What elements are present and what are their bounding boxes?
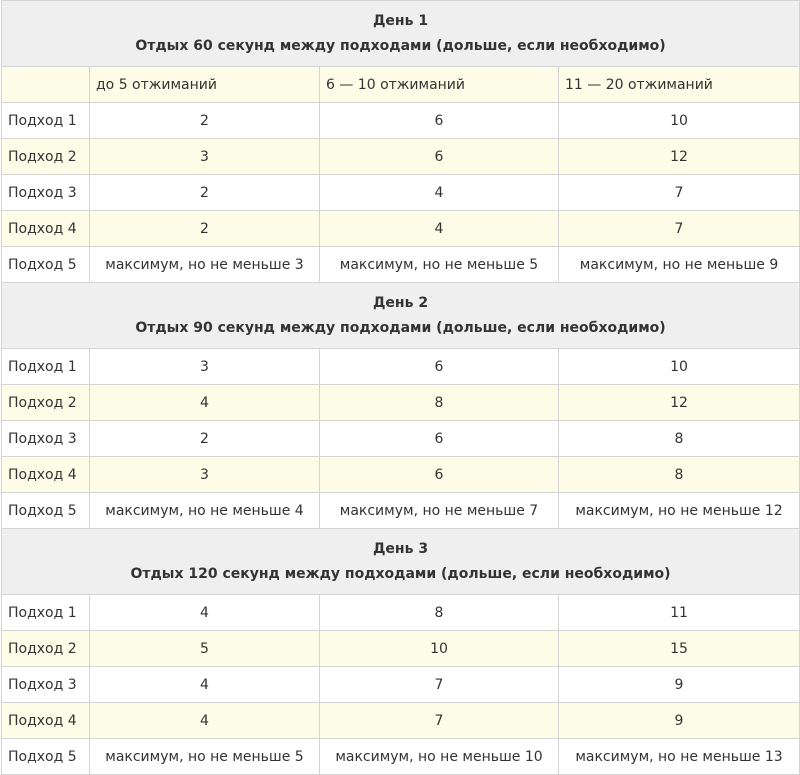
day-title: День 3 [372,541,429,557]
reps-cell: 6 [320,103,559,139]
reps-cell: 7 [559,211,800,247]
column-header-row [2,67,800,103]
day-header-row [2,529,800,595]
reps-cell: 4 [90,595,320,631]
column-header: 6 — 10 отжиманий [320,67,559,103]
table-row [2,457,800,493]
reps-cell: 3 [90,457,320,493]
reps-cell: 6 [320,349,559,385]
set-label: Подход 1 [2,595,90,631]
reps-cell: 7 [320,703,559,739]
reps-cell: 2 [90,175,320,211]
reps-cell: 5 [90,631,320,667]
reps-cell: максимум, но не меньше 4 [90,493,320,529]
reps-cell: 10 [559,103,800,139]
table-row [2,631,800,667]
reps-cell: 8 [320,595,559,631]
table-row [2,739,800,775]
table-row [2,385,800,421]
reps-cell: 11 [559,595,800,631]
reps-cell: 10 [320,631,559,667]
reps-cell: 9 [559,703,800,739]
day-header [2,283,800,349]
reps-cell: 7 [559,175,800,211]
reps-cell: 6 [320,457,559,493]
reps-cell: 15 [559,631,800,667]
rest-note: Отдых 60 секунд между подходами (дольше, если необходимо) [135,38,666,54]
set-label: Подход 5 [2,247,90,283]
reps-cell: 3 [90,139,320,175]
set-label: Подход 2 [2,631,90,667]
reps-cell: 12 [559,139,800,175]
day-header [2,529,800,595]
set-label: Подход 1 [2,349,90,385]
column-header [2,67,90,103]
set-label: Подход 5 [2,739,90,775]
set-label: Подход 5 [2,493,90,529]
table-row [2,703,800,739]
table-row [2,667,800,703]
reps-cell: 8 [559,421,800,457]
table-row [2,493,800,529]
table-row [2,247,800,283]
set-label: Подход 3 [2,175,90,211]
reps-cell: 4 [90,667,320,703]
reps-cell: 12 [559,385,800,421]
table-row [2,349,800,385]
reps-cell: максимум, но не меньше 7 [320,493,559,529]
reps-cell: максимум, но не меньше 12 [559,493,800,529]
reps-cell: 10 [559,349,800,385]
reps-cell: 7 [320,667,559,703]
reps-cell: 4 [320,211,559,247]
column-header: 11 — 20 отжиманий [559,67,800,103]
table-row [2,421,800,457]
reps-cell: 8 [559,457,800,493]
set-label: Подход 1 [2,103,90,139]
reps-cell: 2 [90,211,320,247]
reps-cell: 6 [320,139,559,175]
reps-cell: 9 [559,667,800,703]
set-label: Подход 4 [2,703,90,739]
table-row [2,211,800,247]
table-row [2,103,800,139]
day-header [2,1,800,67]
reps-cell: максимум, но не меньше 3 [90,247,320,283]
reps-cell: максимум, но не меньше 13 [559,739,800,775]
reps-cell: 2 [90,103,320,139]
reps-cell: 4 [90,703,320,739]
reps-cell: 8 [320,385,559,421]
set-label: Подход 4 [2,457,90,493]
set-label: Подход 2 [2,385,90,421]
reps-cell: максимум, но не меньше 5 [320,247,559,283]
day-title: День 2 [372,295,429,311]
column-header: до 5 отжиманий [90,67,320,103]
reps-cell: максимум, но не меньше 9 [559,247,800,283]
set-label: Подход 3 [2,421,90,457]
day-header-row [2,283,800,349]
pushup-plan-table [1,0,800,775]
day-title: День 1 [372,13,429,29]
reps-cell: максимум, но не меньше 5 [90,739,320,775]
rest-note: Отдых 90 секунд между подходами (дольше, если необходимо) [135,320,666,336]
reps-cell: 4 [320,175,559,211]
table-row [2,139,800,175]
reps-cell: 3 [90,349,320,385]
rest-note: Отдых 120 секунд между подходами (дольше, если необходимо) [130,566,671,582]
table-row [2,175,800,211]
reps-cell: 2 [90,421,320,457]
reps-cell: максимум, но не меньше 10 [320,739,559,775]
day-header-row [2,1,800,67]
reps-cell: 4 [90,385,320,421]
set-label: Подход 4 [2,211,90,247]
set-label: Подход 3 [2,667,90,703]
reps-cell: 6 [320,421,559,457]
set-label: Подход 2 [2,139,90,175]
table-row [2,595,800,631]
